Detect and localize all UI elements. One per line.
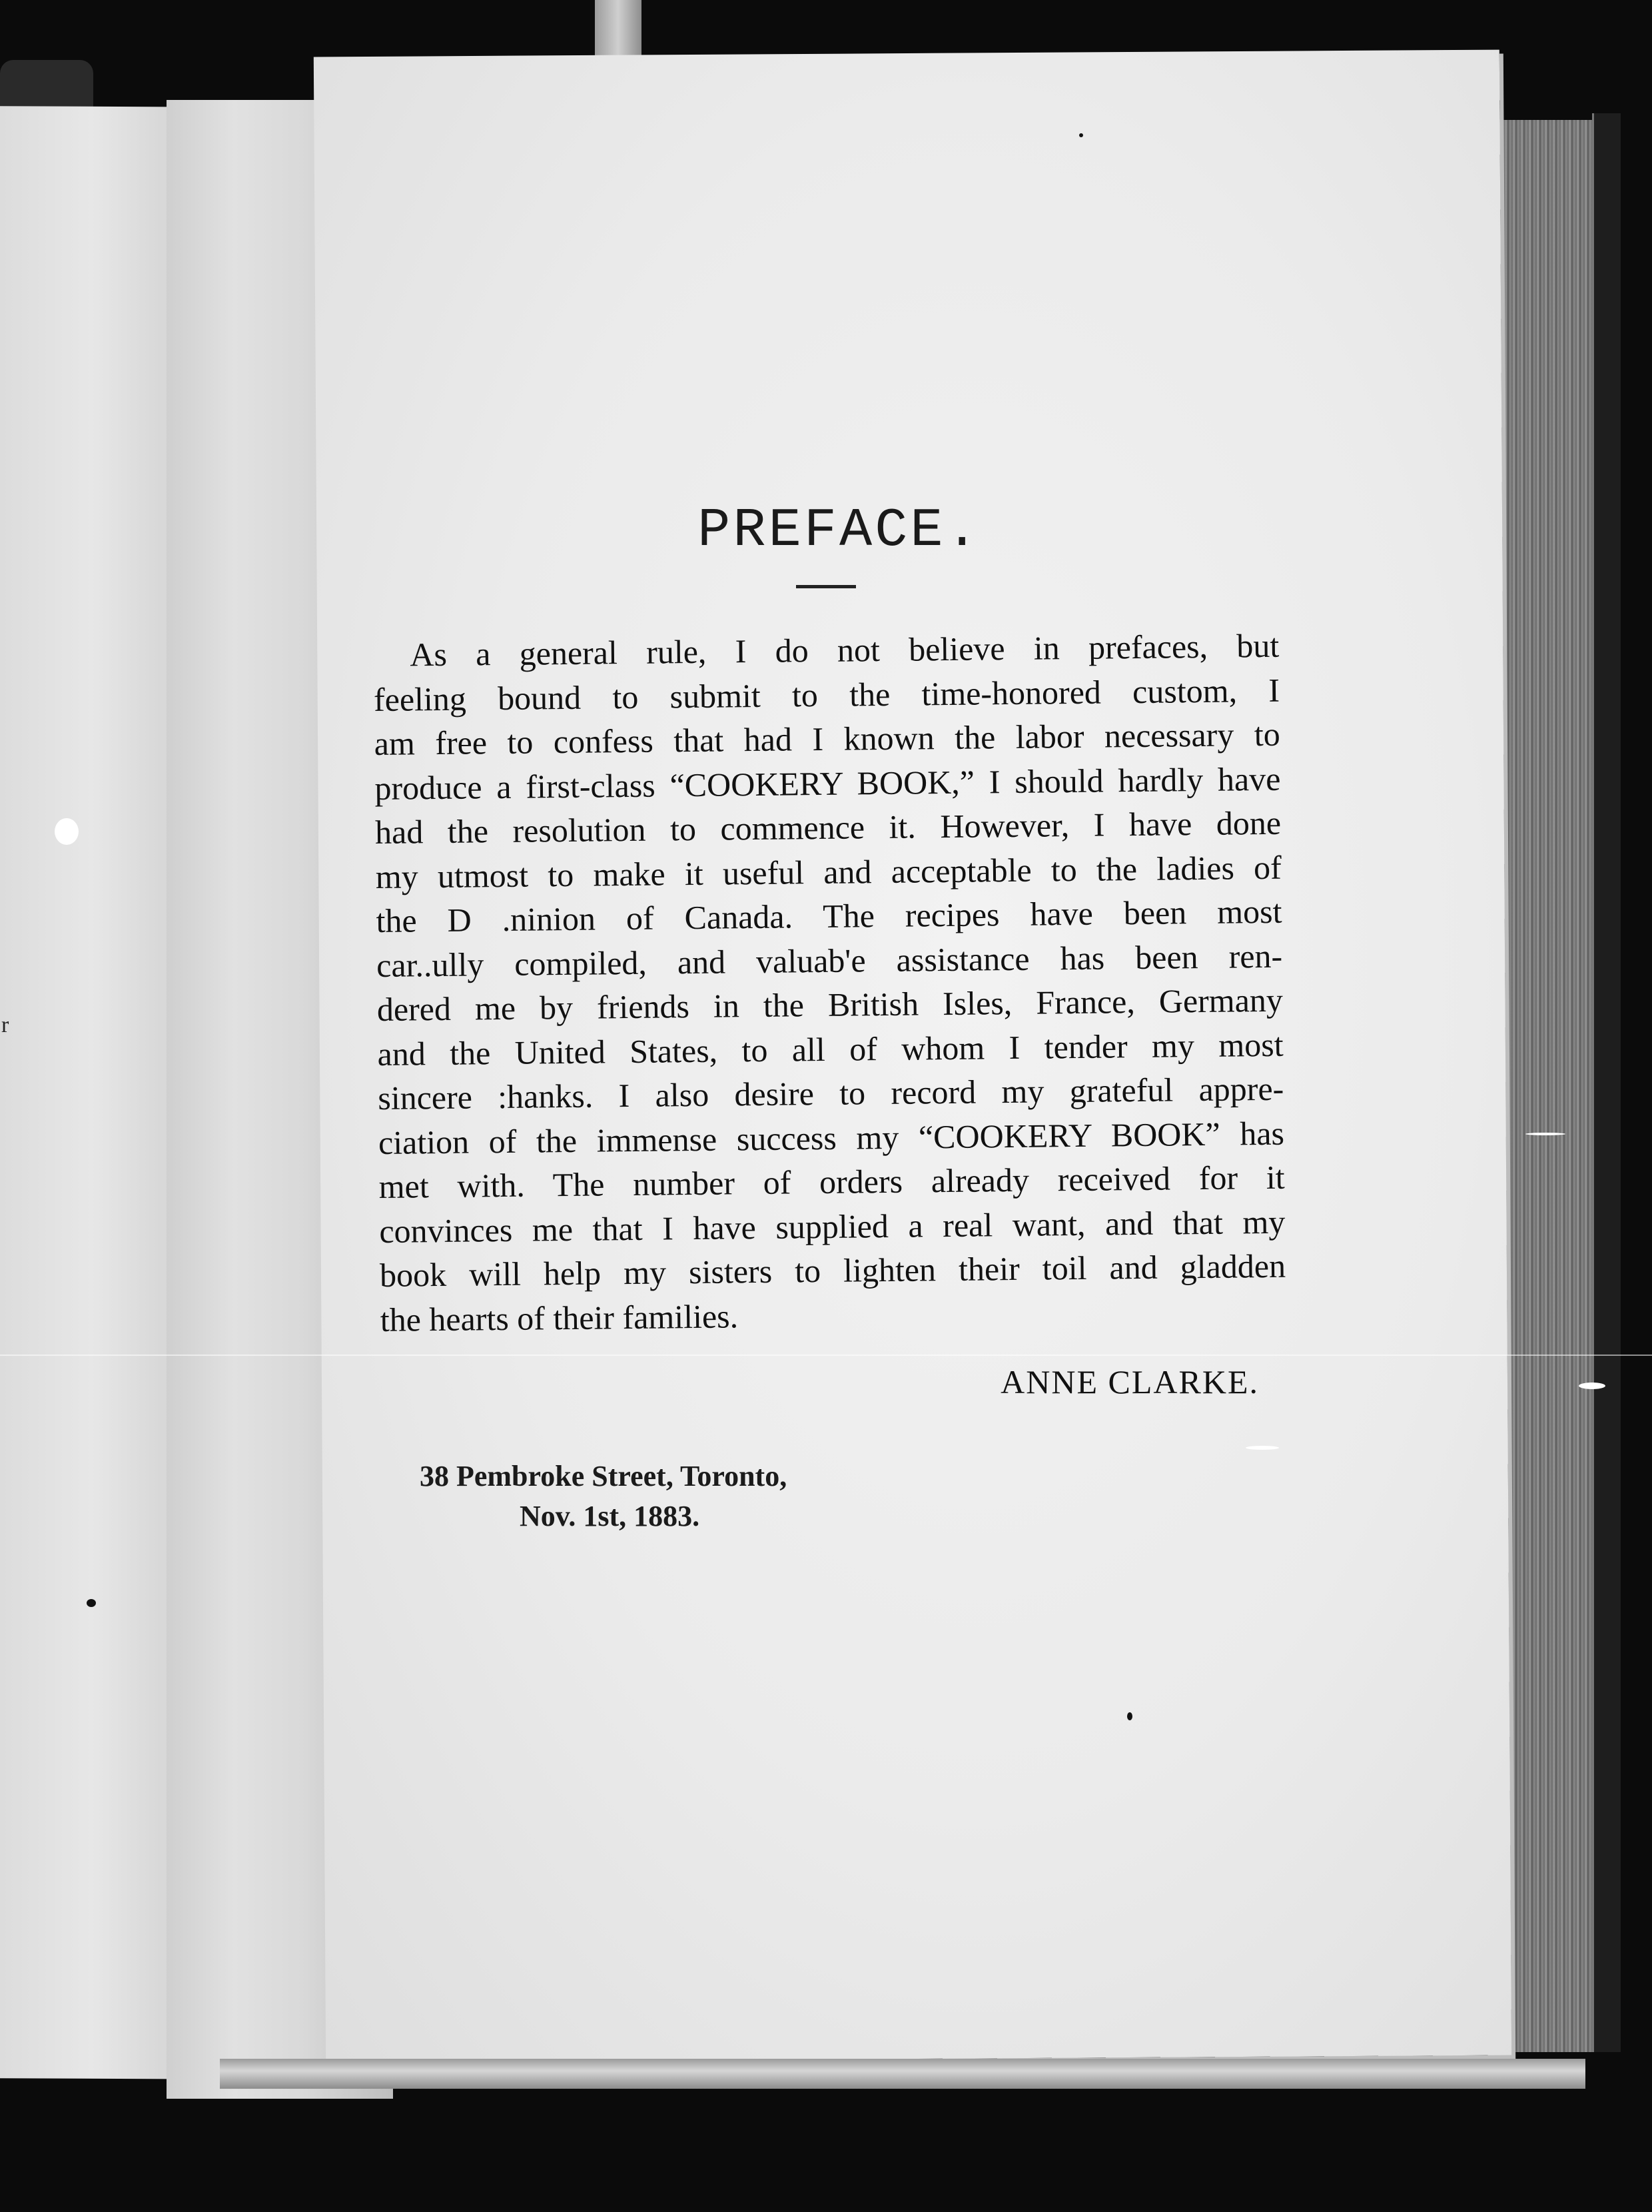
title-rule <box>796 585 856 588</box>
white-speck <box>55 818 79 845</box>
page-tab-marker <box>595 0 641 61</box>
text-line: the D .ninion of Canada. The recipes have been most <box>376 892 1282 939</box>
dark-speck <box>1127 1712 1132 1720</box>
text-line: produce a first-class “COOKERY BOOK,” I should hardly have <box>374 760 1281 807</box>
text-line: book will help my sisters to lighten their toil and gladden <box>379 1247 1286 1294</box>
text-line: ciation of the immense success my “COOKERY BOOK” has <box>378 1114 1285 1161</box>
preface-paragraph <box>373 624 1286 1342</box>
text-line: my utmost to make it useful and acceptable to the ladies of <box>375 848 1282 895</box>
text-line: convinces me that I have supplied a real want, and that my <box>379 1203 1286 1250</box>
book-cover-edge <box>1592 113 1621 2052</box>
text-line: am free to confess that had I known the labor necessary to <box>374 715 1280 762</box>
text-line: and the United States, to all of whom I tender my most <box>377 1025 1284 1073</box>
author-signature: ANNE CLARKE. <box>1001 1363 1259 1400</box>
preface-date: Nov. 1st, 1883. <box>520 1500 700 1532</box>
scan-crease-line <box>0 1355 1652 1356</box>
text-line: As a general rule, I do not believe in prefaces, but <box>410 626 1280 674</box>
text-line: met with. The number of orders already received for it <box>378 1158 1285 1205</box>
left-page-fragment: r <box>1 1013 9 1037</box>
text-line: had the resolution to commence it. However, I have done <box>374 804 1282 851</box>
dark-speck <box>87 1599 96 1607</box>
text-line: the hearts of their families. <box>380 1297 739 1339</box>
page-bottom-edge <box>220 2059 1585 2089</box>
text-line: car..ully compiled, and valuab'e assistance has been ren- <box>376 937 1283 984</box>
page-title: PREFACE. <box>697 500 981 562</box>
white-speck <box>1579 1382 1605 1389</box>
white-speck <box>1525 1133 1565 1135</box>
text-line: feeling bound to submit to the time-honored custom, I <box>373 671 1280 718</box>
author-address: 38 Pembroke Street, Toronto, <box>420 1460 787 1492</box>
text-line: dered me by friends in the British Isles, France, Germany <box>376 981 1284 1028</box>
white-speck <box>1246 1446 1279 1450</box>
text-line: sincere :hanks. I also desire to record my grateful appre- <box>378 1069 1284 1117</box>
dark-speck <box>1079 133 1083 137</box>
